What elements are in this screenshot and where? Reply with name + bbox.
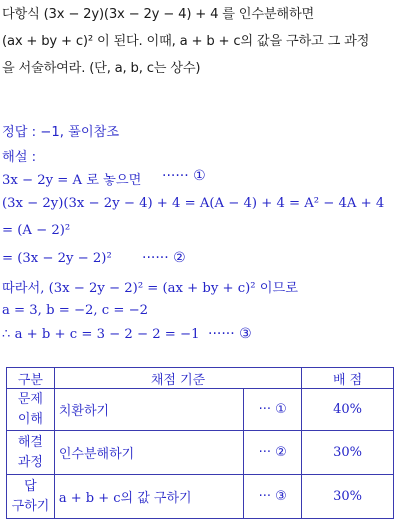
row-category: 답 구하기 xyxy=(7,475,55,519)
step-1-marker: ······ ① xyxy=(162,168,206,184)
solution-step-5: 따라서, (3x − 2y − 2)² = (ax + by + c)² 이므로 xyxy=(2,281,298,296)
question-line-3: 을 서술하여라. (단, a, b, c는 상수) xyxy=(2,61,201,76)
row-score: 30% xyxy=(302,431,394,475)
row-marker: ··· ② xyxy=(244,431,302,475)
row-marker: ··· ① xyxy=(244,389,302,431)
row-criterion: 치환하기 xyxy=(54,389,243,431)
solution-step-6: a = 3, b = −2, c = −2 xyxy=(2,303,149,318)
row-score: 40% xyxy=(302,389,394,431)
solution-step-2: (3x − 2y)(3x − 2y − 4) + 4 = A(A − 4) + 4 = A² − 4A + 4 xyxy=(2,196,385,211)
row-marker: ··· ③ xyxy=(244,475,302,519)
header-category: 구분 xyxy=(7,368,55,389)
header-score: 배 점 xyxy=(302,368,394,389)
explanation-label: 해설 : xyxy=(2,150,37,165)
solution-step-7: ∴ a + b + c = 3 − 2 − 2 = −1 xyxy=(2,327,200,342)
step-7-marker: ······ ③ xyxy=(208,326,252,342)
row-score: 30% xyxy=(302,475,394,519)
rubric-row xyxy=(7,431,394,475)
row-category: 해결 과정 xyxy=(7,431,55,475)
rubric-row xyxy=(7,475,394,519)
row-criterion: a + b + c의 값 구하기 xyxy=(54,475,243,519)
question-text xyxy=(2,1,398,82)
row-criterion: 인수분해하기 xyxy=(54,431,243,475)
header-criterion: 채점 기준 xyxy=(54,368,301,389)
rubric-header-row xyxy=(7,368,394,389)
solution-step-3: = (A − 2)² xyxy=(2,223,71,238)
rubric-row xyxy=(7,389,394,431)
solution-step-4: = (3x − 2y − 2)² xyxy=(2,251,112,266)
rubric-table xyxy=(6,367,394,519)
question-line-1: 다항식 (3x − 2y)(3x − 2y − 4) + 4 를 인수분해하면 xyxy=(2,7,315,22)
step-4-marker: ······ ② xyxy=(142,250,186,266)
answer-line: 정답 : −1, 풀이참조 xyxy=(2,125,120,140)
solution-step-1: 3x − 2y = A 로 놓으면 xyxy=(2,173,142,188)
question-line-2: (ax + by + c)² 이 된다. 이때, a + b + c의 값을 구하고 그 과정 xyxy=(2,34,370,49)
row-category: 문제 이해 xyxy=(7,389,55,431)
